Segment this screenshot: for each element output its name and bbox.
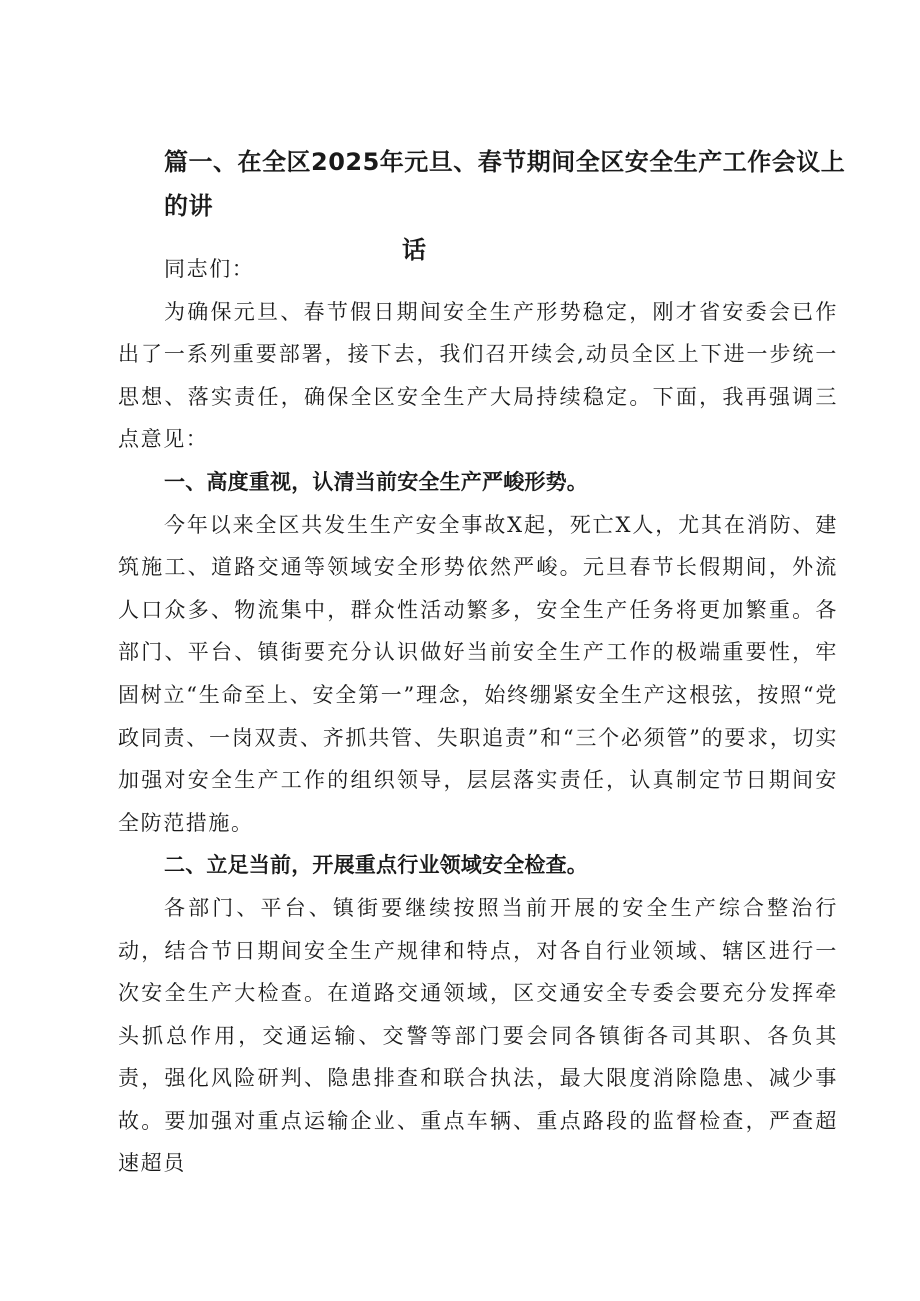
section-1-heading: 一、高度重视，认清当前安全生产严峻形势。	[164, 469, 588, 494]
document-body	[118, 248, 838, 1185]
section-2-paragraph: 各部门、平台、镇街要继续按照当前开展的安全生产综合整治行动，结合节日期间安全生产规律和特点，对各自行业领域、辖区进行一次安全生产大检查。在道路交通领域，区交通安全专委会要充分发挥牵头抓总作用，交通运输、交警等部门要会同各镇街各司其职、各负其责，强化风险研判、隐患排查和联合执法，最大限度消除隐患、减少事故。要加强对重点运输企业、重点车辆、重点路段的监督检查，严查超速超员	[118, 895, 838, 1176]
section-2-heading: 二、立足当前，开展重点行业领域安全检查。	[164, 853, 588, 878]
intro-paragraph: 为确保元旦、春节假日期间安全生产形势稳定，刚才省安委会已作出了一系列重要部署，接下去，我们召开续会,动员全区上下进一步统一思想、落实责任，确保全区安全生产大局持续稳定。下面，我再强调三点意见：	[118, 299, 838, 452]
title-line-1: 篇一、在全区2025年元旦、春节期间全区安全生产工作会议上的讲	[164, 148, 846, 220]
section-1-paragraph: 今年以来全区共发生生产安全事故X起，死亡X人，尤其在消防、建筑施工、道路交通等领域安全形势依然严峻。元旦春节长假期间，外流人口众多、物流集中，群众性活动繁多，安全生产任务将更加繁重。各部门、平台、镇街要充分认识做好当前安全生产工作的极端重要性，牢固树立“生命至上、安全第一”理念，始终绷紧安全生产这根弦，按照“党政同责、一岗双责、齐抓共管、失职追责”和“三个必须管”的要求，切实加强对安全生产工作的组织领导，层层落实责任，认真制定节日期间安全防范措施。	[118, 512, 838, 835]
salutation: 同志们：	[164, 257, 255, 281]
title-line-2: 话	[402, 236, 427, 264]
